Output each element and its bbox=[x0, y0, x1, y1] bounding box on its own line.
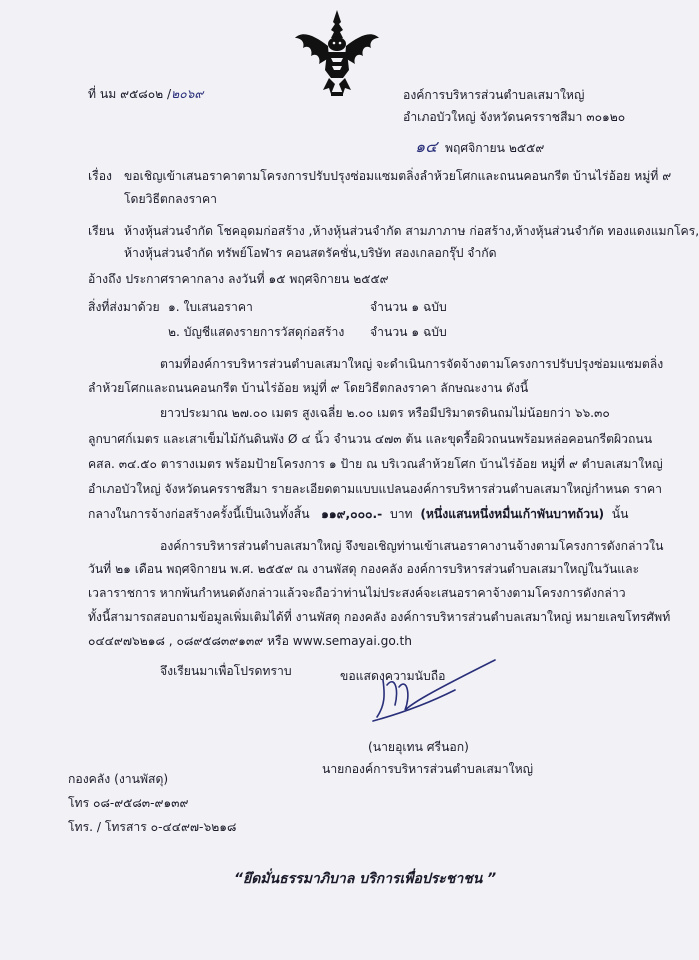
subject-line-1: ขอเชิญเข้าเสนอราคาตามโครงการปรับปรุงซ่อมแซมตลิ่งลำห้วยโศกและถนนคอนกรีต บ้านไร่อ้อย หมู่ที่ ๙ bbox=[124, 169, 672, 183]
doc-number-handwritten: ๒๐๖๙ bbox=[171, 87, 204, 101]
regards: ขอแสดงความนับถือ bbox=[340, 669, 446, 683]
garuda-emblem-icon bbox=[293, 8, 381, 98]
doc-number-prefix: ที่ นม ๙๕๘๐๒ / bbox=[88, 87, 172, 101]
signatory-name: (นายอุเทน ศรีนอก) bbox=[368, 740, 469, 754]
reference: อ้างถึง ประกาศราคากลาง ลงวันที่ ๑๕ พฤศจิกายน ๒๕๕๙ bbox=[88, 272, 389, 286]
body-p2-line-2: ลูกบาศก์เมตร และเสาเข็มไม้กันดินพัง Ø ๔ นิ้ว จำนวน ๔๗๓ ต้น และขุดรื้อผิวถนนพร้อมหล่อคอนกรีตผิวถนน bbox=[88, 432, 653, 446]
price-currency: บาท bbox=[389, 507, 413, 521]
footer-department: กองคลัง (งานพัสดุ) bbox=[68, 772, 169, 786]
attachments-label: สิ่งที่ส่งมาด้วย bbox=[88, 300, 160, 314]
body-p3-line-5: ๐๔๔๙๗๖๒๑๘ , ๐๘๙๕๘๓๙๑๓๙ หรือ www.semayai.go.th bbox=[88, 634, 412, 648]
motto: “ยึดมั่นธรรมาภิบาล บริการเพื่อประชาชน ” bbox=[234, 871, 497, 887]
date-month-year: พฤศจิกายน ๒๕๕๙ bbox=[445, 141, 545, 155]
attachment-qty-1: จำนวน ๑ ฉบับ bbox=[370, 300, 447, 314]
subject-label: เรื่อง bbox=[88, 169, 112, 183]
price-amount: ๑๑๙,๐๐๐.- bbox=[321, 507, 383, 521]
handwritten-signature bbox=[355, 655, 500, 730]
date-day-handwritten: ๑๔ bbox=[415, 137, 438, 156]
body-p1-line-1: ตามที่องค์การบริหารส่วนตำบลเสมาใหญ่ จะดำเนินการจัดจ้างตามโครงการปรับปรุงซ่อมแซมตลิ่ง bbox=[160, 357, 664, 371]
signatory-title: นายกองค์การบริหารส่วนตำบลเสมาใหญ่ bbox=[322, 762, 534, 776]
document-number bbox=[88, 85, 203, 104]
footer-fax: โทร. / โทรสาร ๐-๔๔๙๗-๖๒๑๘ bbox=[68, 820, 237, 834]
letter-date bbox=[415, 135, 544, 160]
body-p2-line-1: ยาวประมาณ ๒๗.๐๐ เมตร สูงเฉลี่ย ๒.๐๐ เมตร หรือมีปริมาตรดินถมไม่น้อยกว่า ๖๖.๓๐ bbox=[160, 406, 610, 420]
attachment-item-1: ๑. ใบเสนอราคา bbox=[168, 300, 253, 314]
org-address: อำเภอบัวใหญ่ จังหวัดนครราชสีมา ๓๐๑๒๐ bbox=[403, 110, 626, 124]
body-p1-line-2: ลำห้วยโศกและถนนคอนกรีต บ้านไร่อ้อย หมู่ที่ ๙ โดยวิธีตกลงราคา ลักษณะงาน ดังนี้ bbox=[88, 381, 529, 395]
body-p2-line-5 bbox=[88, 505, 628, 524]
body-p3-line-2: วันที่ ๒๑ เดือน พฤศจิกายน พ.ศ. ๒๕๕๙ ณ งานพัสดุ กองคลัง องค์การบริหารส่วนตำบลเสมาใหญ่ในวันและ bbox=[88, 562, 640, 576]
price-text-c: นั้น bbox=[611, 507, 629, 521]
org-name: องค์การบริหารส่วนตำบลเสมาใหญ่ bbox=[403, 88, 585, 102]
price-amount-words: (หนึ่งแสนหนึ่งหมื่นเก้าพันบาทถ้วน) bbox=[420, 507, 605, 521]
price-text-a: กลางในการจ้างก่อสร้างครั้งนี้เป็นเงินทั้งสิ้น bbox=[88, 507, 310, 521]
body-p3-line-1: องค์การบริหารส่วนตำบลเสมาใหญ่ จึงขอเชิญท่านเข้าเสนอราคางานจ้างตามโครงการดังกล่าวใน bbox=[160, 539, 664, 553]
body-p2-line-3: คสล. ๓๔.๕๐ ตารางเมตร พร้อมป้ายโครงการ ๑ ป้าย ณ บริเวณลำห้วยโศก บ้านไร่อ้อย หมู่ที่ ๙ ตำบลเสมาใหญ่ bbox=[88, 457, 663, 471]
closing-line: จึงเรียนมาเพื่อโปรดทราบ bbox=[160, 664, 292, 678]
subject-line-2: โดยวิธีตกลงราคา bbox=[124, 192, 217, 206]
body-p3-line-4: ทั้งนี้สามารถสอบถามข้อมูลเพิ่มเติมได้ที่ งานพัสดุ กองคลัง องค์การบริหารส่วนตำบลเสมาใหญ่ หมายเลขโทรศัพท์ bbox=[88, 610, 671, 624]
addressee-line-2: ห้างหุ้นส่วนจำกัด ทรัพย์โอฬาร คอนสตรัคชั่น,บริษัท สองเกลอกรุ๊ป จำกัด bbox=[124, 246, 497, 260]
addressee-label: เรียน bbox=[88, 224, 115, 238]
body-p2-line-4: อำเภอบัวใหญ่ จังหวัดนครราชสีมา รายละเอียดตามแบบแปลนองค์การบริหารส่วนตำบลเสมาใหญ่กำหนด ราคา bbox=[88, 482, 662, 496]
attachment-item-2: ๒. บัญชีแสดงรายการวัสดุก่อสร้าง bbox=[168, 325, 345, 339]
attachment-qty-2: จำนวน ๑ ฉบับ bbox=[370, 325, 447, 339]
footer-telephone: โทร ๐๘-๙๕๘๓-๙๑๓๙ bbox=[68, 796, 189, 810]
addressee-line-1: ห้างหุ้นส่วนจำกัด โชคอุดมก่อสร้าง ,ห้างหุ้นส่วนจำกัด สามภาภาษ ก่อสร้าง,ห้างหุ้นส่วนจำกัด ทองแดงแมกโคร, bbox=[124, 224, 699, 238]
body-p3-line-3: เวลาราชการ หากพ้นกำหนดดังกล่าวแล้วจะถือว่าท่านไม่ประสงค์จะเสนอราคาจ้างตามโครงการดังกล่าว bbox=[88, 586, 626, 600]
